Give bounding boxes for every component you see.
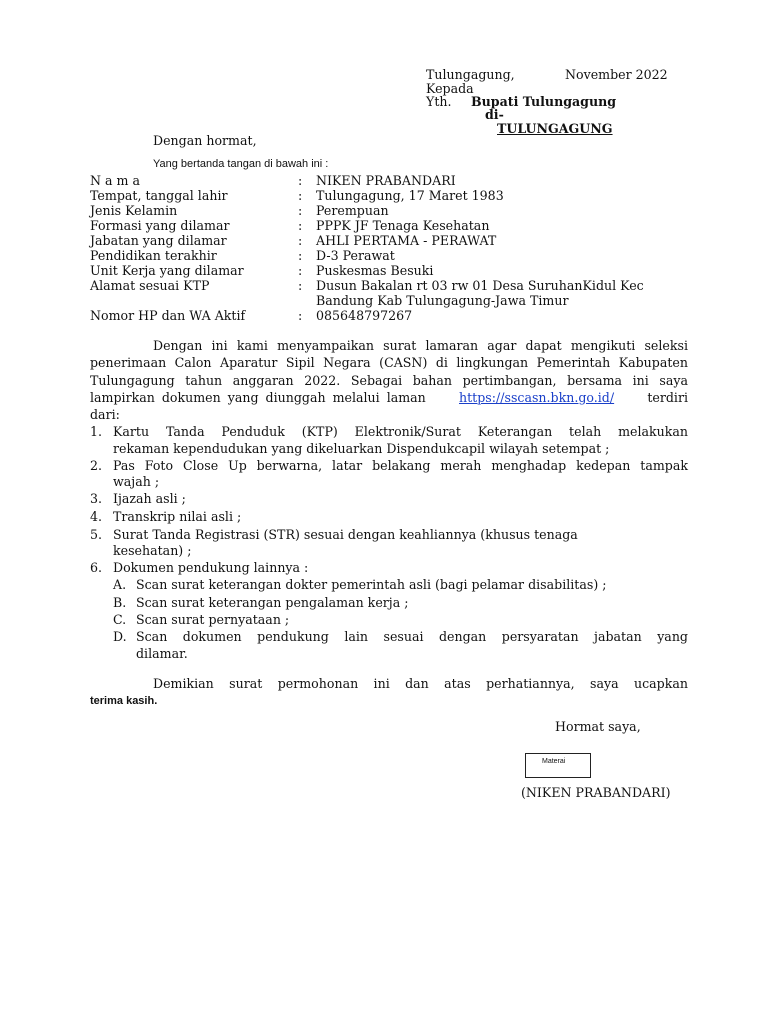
sscasn-link[interactable]: https://sscasn.bkn.go.id/	[459, 390, 615, 405]
kepada-label: Kepada	[426, 81, 474, 96]
colon: :	[298, 173, 303, 188]
identity-label: N a m a	[90, 173, 140, 188]
identity-row-formasi	[90, 218, 690, 233]
identity-row-unit	[90, 263, 690, 278]
colon: :	[298, 188, 303, 203]
list-number: 5.	[90, 527, 103, 542]
identity-row-nama	[90, 173, 690, 188]
identity-value: 085648797267	[316, 308, 413, 323]
identity-row-ttl	[90, 188, 690, 203]
colon: :	[298, 263, 303, 278]
colon: :	[298, 203, 303, 218]
identity-value-cont: Bandung Kab Tulungagung-Jawa Timur	[316, 293, 569, 308]
identity-value: D-3 Perawat	[316, 248, 395, 263]
yth-label: Yth.	[426, 94, 452, 109]
sublist-letter: D.	[113, 629, 127, 644]
identity-value: PPPK JF Tenaga Kesehatan	[316, 218, 490, 233]
identity-value: Perempuan	[316, 203, 389, 218]
identity-label: Jenis Kelamin	[90, 203, 178, 218]
identity-label: Jabatan yang dilamar	[90, 233, 227, 248]
body-line-2: penerimaan Calon Aparatur Sipil Negara (CASN) di lingkungan Pemerintah Kabupaten	[90, 355, 688, 370]
list-number: 2.	[90, 458, 103, 473]
signer-name: (NIKEN PRABANDARI)	[521, 785, 671, 800]
colon: :	[298, 218, 303, 233]
sublist-letter: C.	[113, 612, 127, 627]
identity-label: Pendidikan terakhir	[90, 248, 217, 263]
body-line-3: Tulungagung tahun anggaran 2022. Sebagai bahan pertimbangan, bersama ini saya	[90, 373, 688, 388]
identity-value: Puskesmas Besuki	[316, 263, 434, 278]
identity-value: NIKEN PRABANDARI	[316, 173, 456, 188]
body-line-5: dari:	[90, 407, 120, 422]
list-item-4: Transkrip nilai asli ;	[113, 509, 242, 524]
identity-value: Dusun Bakalan rt 03 rw 01 Desa SuruhanKidul Kec	[316, 278, 644, 293]
identity-row-pendidikan	[90, 248, 690, 263]
identity-label: Tempat, tanggal lahir	[90, 188, 228, 203]
regards: Hormat saya,	[555, 719, 641, 734]
list-number: 3.	[90, 491, 103, 506]
colon: :	[298, 233, 303, 248]
list-item-1: Kartu Tanda Penduduk (KTP) Elektronik/Surat Keterangan telah melakukan	[113, 424, 688, 439]
colon: :	[298, 278, 303, 293]
list-number: 4.	[90, 509, 103, 524]
list-number: 6.	[90, 560, 103, 575]
greeting: Dengan hormat,	[153, 133, 257, 148]
body-line-1: Dengan ini kami menyampaikan surat lamaran agar dapat mengikuti seleksi	[153, 338, 688, 353]
identity-value: Tulungagung, 17 Maret 1983	[316, 188, 504, 203]
sublist-item-c: Scan surat pernyataan ;	[136, 612, 290, 627]
identity-row-hp	[90, 308, 690, 323]
colon: :	[298, 308, 303, 323]
identity-row-alamat	[90, 278, 690, 293]
body-line-4	[90, 390, 688, 405]
intro-line: Yang bertanda tangan di bawah ini :	[153, 158, 329, 170]
list-number: 1.	[90, 424, 103, 439]
sublist-item-d-cont: dilamar.	[136, 646, 188, 661]
letter-date: November 2022	[565, 67, 668, 82]
identity-label: Unit Kerja yang dilamar	[90, 263, 244, 278]
sublist-item-a: Scan surat keterangan dokter pemerintah asli (bagi pelamar disabilitas) ;	[136, 577, 607, 592]
identity-row-jabatan	[90, 233, 690, 248]
sublist-letter: B.	[113, 595, 127, 610]
sublist-letter: A.	[113, 577, 127, 592]
body-line-4-text: lampirkan dokumen yang diunggah melalui laman	[90, 390, 426, 405]
sublist-item-d: Scan dokumen pendukung lain sesuai dengan persyaratan jabatan yang	[136, 629, 688, 644]
destination-city: TULUNGAGUNG	[497, 121, 613, 136]
closing-line-1: Demikian surat permohonan ini dan atas perhatiannya, saya ucapkan	[153, 676, 688, 691]
identity-label: Nomor HP dan WA Aktif	[90, 308, 246, 323]
identity-value: AHLI PERTAMA - PERAWAT	[316, 233, 497, 248]
identity-row-gender	[90, 203, 690, 218]
list-item-3: Ijazah asli ;	[113, 491, 186, 506]
colon: :	[298, 248, 303, 263]
identity-row-alamat-cont	[90, 293, 690, 308]
letter-city: Tulungagung,	[426, 67, 515, 82]
identity-label: Alamat sesuai KTP	[90, 278, 210, 293]
di-label: di-	[485, 107, 504, 122]
list-item-5: Surat Tanda Registrasi (STR) sesuai dengan keahliannya (khusus tenaga	[113, 527, 578, 542]
closing-line-2: terima kasih.	[90, 695, 158, 707]
list-item-1-cont: rekaman kependudukan yang dikeluarkan Dispendukcapil wilayah setempat ;	[113, 441, 610, 456]
sublist-item-b: Scan surat keterangan pengalaman kerja ;	[136, 595, 409, 610]
list-item-2-cont: wajah ;	[113, 474, 160, 489]
recipient-title: Bupati Tulungagung	[471, 94, 617, 109]
identity-label: Formasi yang dilamar	[90, 218, 230, 233]
materai-label: Materai	[542, 758, 566, 765]
materai-stamp-box	[525, 753, 591, 778]
body-line-4-end: terdiri	[647, 390, 688, 405]
list-item-6: Dokumen pendukung lainnya :	[113, 560, 309, 575]
list-item-5-cont: kesehatan) ;	[113, 543, 192, 558]
list-item-2: Pas Foto Close Up berwarna, latar belakang merah menghadap kedepan tampak	[113, 458, 688, 473]
